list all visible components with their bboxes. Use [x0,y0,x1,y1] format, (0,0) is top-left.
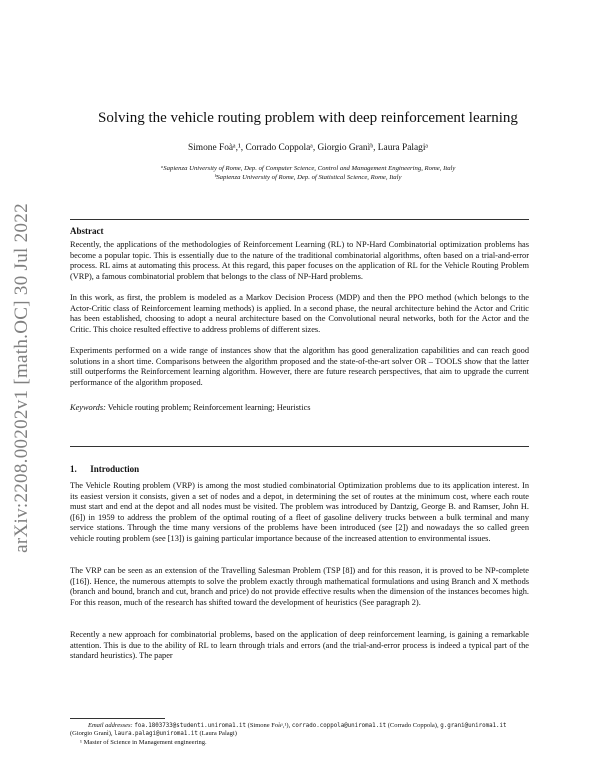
email-owner-3: (Giorgio Granì), [70,730,113,738]
abstract-heading: Abstract [70,226,104,236]
affiliation-a: ᵃSapienza University of Rome, Dep. of Computer Science, Control and Management Engineering, Rome, Italy [160,165,456,172]
footnote-1: ¹ Master of Science in Management engineering. [80,739,207,746]
email-link-1[interactable]: foa.1803733@studenti.uniroma1.it [134,723,247,729]
email-owner-4: (Laura Palagi) [199,730,237,738]
abstract-top-rule [70,219,529,220]
footnote-rule [70,718,165,719]
email-owner-2: (Corrado Coppola), [387,722,439,729]
section-title: Introduction [90,464,140,474]
author-list: Simone Foàᵃ,¹, Corrado Coppolaᵃ, Giorgio Granìᵇ, Laura Palagiᵃ [187,143,428,153]
abstract-bottom-rule [70,446,529,447]
affiliation-b: ᵇSapienza University of Rome, Dep. of Statistical Science, Rome, Italy [214,174,402,181]
email-link-4[interactable]: laura.palagi@uniroma1.it [114,731,198,738]
abstract-paragraph-2: In this work, as first, the problem is modeled as a Markov Decision Process (MDP) and then the PPO method (which belongs to the Actor-Critic class of Reinforcement learning methods) is applied. In a second phase, the neural architecture behind the Actor and Critic has been established, choosing to adopt a neural architecture based on the Convolutional neural networks, both for the Actor and the Critic. This choice resulted effective to address problems of different sizes. [70,293,529,334]
intro-paragraph-3: Recently a new approach for combinatorial problems, based on the application of deep reinforcement learning, is gaining a remarkable attention. This is due to the ability of RL to learn through trials and errors (and the trial-and-error process is indeed a typical part of the standard heuristics). The paper [70,630,529,661]
section-number: 1. [70,464,77,474]
email-footnote [70,722,529,738]
abstract-paragraph-3: Experiments performed on a wide range of instances show that the algorithm has good generalization capabilities and can reach good solutions in a short time. Comparisons between the algorithm proposed and the state-of-the-art solver OR – TOOLS show that the latter still outperforms the Reinforcement learning algorithm. However, there are future research perspectives, that aim to upgrade the current performance of the algorithm proposed. [70,346,529,387]
arxiv-id-text: arXiv:2208.00202v1 [math.OC] 30 Jul 2022 [11,203,33,553]
abstract-paragraph-1: Recently, the applications of the methodologies of Reinforcement Learning (RL) to NP-Hard Combinatorial optimization problems has become a popular topic. This is essentially due to the nature of the traditional combinatorial algorithms, often based on a trial-and-error process. RL aims at automating this process. At this regard, this paper focuses on the application of RL for the Vehicle Routing Problem (VRP), a famous combinatorial problem that belongs to the class of NP-Hard problems. [70,240,529,281]
paper-title: Solving the vehicle routing problem with deep reinforcement learning [98,110,518,126]
keywords-line [70,403,529,412]
email-label: Email addresses: [88,722,133,729]
section-heading-introduction [70,464,139,474]
arxiv-identifier [2,198,42,558]
keywords-label: Keywords: [70,403,106,412]
intro-paragraph-2: The VRP can be seen as an extension of the Travelling Salesman Problem (TSP [8]) and for this reason, it is proved to be NP-complete ([16]). Hence, the numerous attempts to solve the problem exactly through mathematical formulations and using Branch and X methods (branch and bound, branch and cut, branch and price) do not provide effective results when the dimension of the instances becomes high. For this reason, much of the research has shifted toward the development of heuristics (See paragraph 2). [70,566,529,607]
keywords-text: Vehicle routing problem; Reinforcement learning; Heuristics [107,403,311,412]
email-owner-1: (Simone Foàᵃ,¹), [247,722,291,729]
intro-paragraph-1: The Vehicle Routing problem (VRP) is among the most studied combinatorial Optimization problems due to its application interest. In its easiest version it consists, given a set of nodes and a depot, in determining the set of routes at the minimum cost, where each route must start and end at the depot and all nodes must be visited. The problem was introduced by Dantzig, George B. and Ramser, John H. ([6]) in 1959 to address the problem of the optimal routing of a fleet of gasoline delivery trucks between a bulk terminal and many service stations. Through the time many versions of the problems have been introduced (see [2]) and nowadays the so called green vehicle routing problem (see [13]) is gaining particular importance because of the increased attention to environmental issues. [70,481,529,543]
email-link-2[interactable]: corrado.coppola@uniroma1.it [291,723,387,729]
email-link-3[interactable]: g.grani@uniroma1.it [440,723,507,729]
